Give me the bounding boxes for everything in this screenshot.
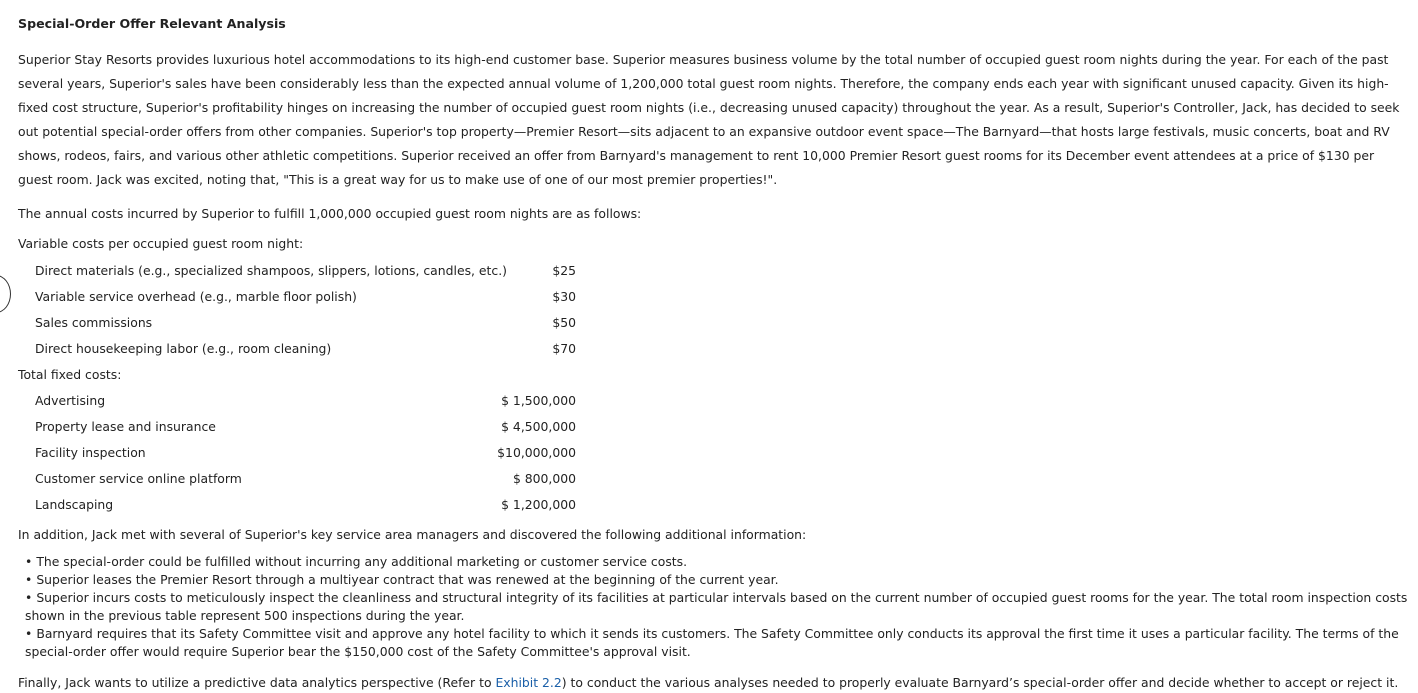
cost-value: $10,000,000 (497, 445, 576, 460)
cost-label: Landscaping (35, 497, 114, 512)
list-item-text: Superior leases the Premier Resort through a multiyear contract that was renewed at the beginning of the current year. (36, 572, 779, 587)
cost-row (18, 341, 618, 359)
bullet-icon: • (25, 572, 33, 587)
list-item (18, 625, 1416, 661)
cost-label: Advertising (35, 393, 106, 408)
cost-value: $30 (552, 289, 576, 304)
cost-label: Customer service online platform (35, 471, 242, 486)
cost-value: $70 (552, 341, 576, 356)
variable-costs-heading: Variable costs per occupied guest room night: (18, 236, 304, 251)
cost-label: Facility inspection (35, 445, 146, 460)
finally-text-after: ) to conduct the various analyses needed to properly evaluate Barnyard’s special-order offer and decide whether to accept or reject it. (561, 675, 1399, 690)
cost-value: $ 1,200,000 (501, 497, 576, 512)
bullet-icon: • (25, 626, 33, 641)
list-item (18, 589, 1416, 625)
cost-value: $ 1,500,000 (501, 393, 576, 408)
exhibit-link[interactable]: Exhibit 2.2 (495, 675, 562, 690)
cost-row (18, 393, 618, 411)
cost-row (18, 497, 618, 515)
cost-row (18, 289, 618, 307)
cost-row (18, 471, 618, 489)
cost-row (18, 419, 618, 437)
list-item (18, 571, 1416, 589)
cost-label: Direct housekeeping labor (e.g., room cleaning) (35, 341, 332, 356)
cost-value: $25 (552, 263, 576, 278)
finally-paragraph (18, 675, 1398, 690)
bullet-icon: • (25, 590, 33, 605)
page-title: Special-Order Offer Relevant Analysis (18, 16, 286, 31)
cost-value: $50 (552, 315, 576, 330)
list-item-text: Barnyard requires that its Safety Committee visit and approve any hotel facility to which it sends its customers. The Safety Committee only conducts its approval the first time it uses a particular facility. The terms of the special-order offer would require Superior bear the $150,000 cost of the Safety Committee's approval visit. (25, 626, 1399, 659)
cost-label: Variable service overhead (e.g., marble floor polish) (35, 289, 357, 304)
cost-value: $ 800,000 (512, 471, 576, 486)
additional-info-intro: In addition, Jack met with several of Superior's key service area managers and discovered the following additional information: (18, 527, 807, 542)
variable-costs-heading-row (18, 236, 618, 254)
cost-row (18, 315, 618, 333)
fixed-costs-heading-row (18, 367, 618, 385)
bullet-icon: • (25, 554, 33, 569)
additional-info-list (18, 553, 1416, 661)
intro-paragraph: Superior Stay Resorts provides luxurious hotel accommodations to its high-end customer base. Superior measures business volume by the total number of occupied guest room nights during the year. For each of the past several years, Superior's sales have been considerably less than the expected annual volume of 1,200,000 total guest room nights. Therefore, the company ends each year with significant unused capacity. Given its high-fixed cost structure, Superior's profitability hinges on increasing the number of occupied guest room nights (i.e., decreasing unused capacity) throughout the year. As a result, Superior's Controller, Jack, has decided to seek out potential special-order offers from other companies. Superior's top property—Premier Resort—sits adjacent to an expansive outdoor event space—The Barnyard—that hosts large festivals, music concerts, boat and RV shows, rodeos, fairs, and various other athletic competitions. Superior received an offer from Barnyard's management to rent 10,000 Premier Resort guest rooms for its December event attendees at a price of $130 per guest room. Jack was excited, noting that, "This is a great way for us to make use of one of our most premier properties!". (18, 52, 1400, 187)
cost-row (18, 445, 618, 463)
list-item (18, 553, 1416, 571)
cost-label: Direct materials (e.g., specialized shampoos, slippers, lotions, candles, etc.) (35, 263, 507, 278)
costs-intro-text: The annual costs incurred by Superior to fulfill 1,000,000 occupied guest room nights are as follows: (18, 206, 642, 221)
cost-label: Sales commissions (35, 315, 153, 330)
fixed-costs-heading: Total fixed costs: (18, 367, 122, 382)
list-item-text: Superior incurs costs to meticulously inspect the cleanliness and structural integrity of its facilities at particular intervals based on the current number of occupied guest rooms for the year. The total room inspection costs shown in the previous table represent 500 inspections during the year. (25, 590, 1408, 623)
list-item-text: The special-order could be fulfilled without incurring any additional marketing or customer service costs. (36, 554, 688, 569)
finally-text-before: Finally, Jack wants to utilize a predictive data analytics perspective (Refer to (18, 675, 496, 690)
partial-circle-icon (0, 275, 11, 313)
cost-value: $ 4,500,000 (501, 419, 576, 434)
cost-label: Property lease and insurance (35, 419, 216, 434)
cost-row (18, 263, 618, 281)
